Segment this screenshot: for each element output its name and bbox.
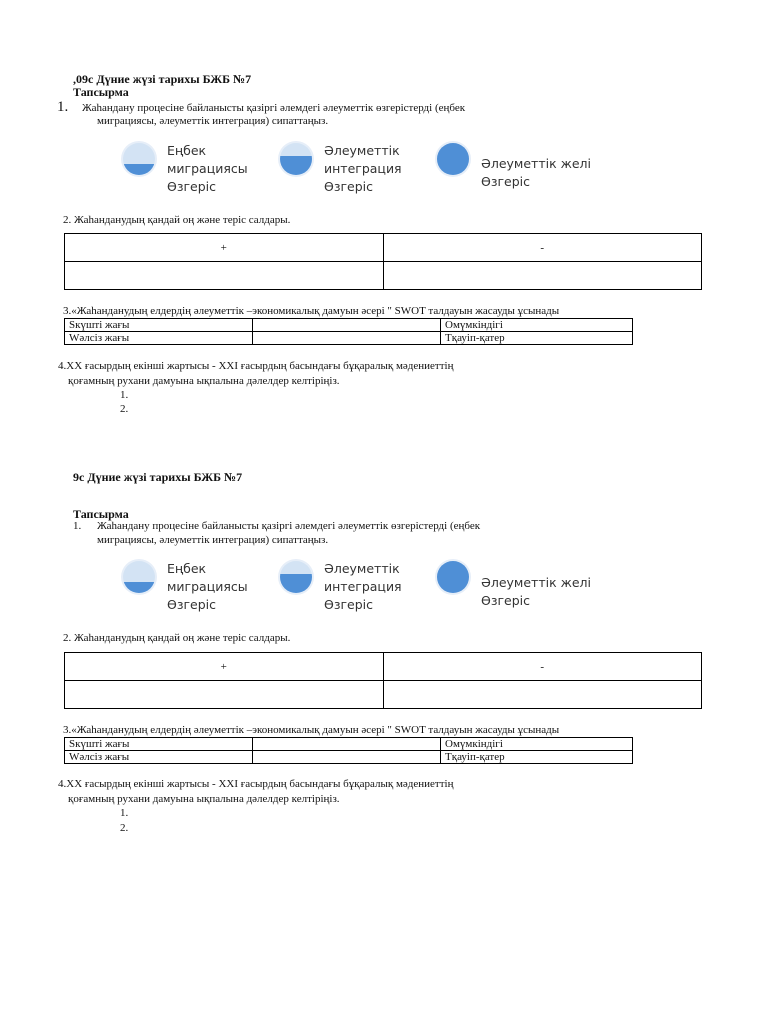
question-1-line-2: миграциясы, әлеуметтік интеграция) сипаттаңыз. (97, 534, 329, 546)
pros-cons-table (64, 652, 702, 709)
question-4-line-2: қоғамның рухани дамуына ықпалына дәлелдер келтіріңіз. (68, 793, 340, 805)
item-line: Әлеуметтік желі (481, 575, 592, 590)
item-line: Әлеуметтік желі (481, 156, 592, 171)
pros-cons-table (64, 233, 702, 290)
swot-strengths-label: Sкүшті жағы (65, 738, 253, 751)
item-line: Өзгеріс (481, 174, 531, 189)
question-1-line-2: миграциясы, әлеуметтік интеграция) сипаттаңыз. (97, 115, 329, 127)
worksheet-title: 9с Дүние жүзі тарихы БЖБ №7 (73, 470, 243, 484)
task-label: Тапсырма (73, 507, 129, 521)
item-labor-migration (167, 142, 248, 196)
circle-icon-social-integration (280, 143, 312, 175)
swot-weaknesses-label: Wәлсіз жағы (65, 751, 253, 764)
question-number: 1. (73, 520, 82, 532)
question-2: 2. Жаһанданудың қандай оң және теріс салдары. (63, 632, 291, 644)
item-social-network (481, 574, 591, 610)
swot-opportunities-label: Омүмкіндігі (441, 319, 633, 332)
worksheet-title: ,09с Дүние жүзі тарихы БЖБ №7 (73, 72, 252, 86)
item-line: Әлеуметтік (324, 561, 400, 576)
plus-answer-cell[interactable] (65, 681, 384, 709)
swot-answer-cell[interactable] (253, 332, 441, 345)
item-line: интеграция (324, 579, 402, 594)
item-line: Еңбек (167, 561, 207, 576)
plus-answer-cell[interactable] (65, 262, 384, 290)
question-number: 1. (57, 99, 69, 115)
swot-answer-cell[interactable] (253, 319, 441, 332)
question-1-line-1: Жаһандану процесіне байланысты қазіргі әлемдегі әлеуметтік өзгерістерді (еңбек (82, 102, 466, 114)
swot-answer-cell[interactable] (253, 751, 441, 764)
answer-list-item-2: 2. (120, 822, 129, 834)
answer-list-item-1: 1. (120, 389, 129, 401)
question-3: 3.«Жаһанданудың елдердің әлеуметтік –экономикалық дамуын әсері " SWOT талдауын жасауды ұсынады (63, 305, 560, 317)
minus-answer-cell[interactable] (383, 262, 702, 290)
answer-list-item-1: 1. (120, 807, 129, 819)
circle-icon-labor-migration (123, 561, 155, 593)
item-line: миграциясы (167, 161, 248, 176)
circle-icon-social-integration (280, 561, 312, 593)
plus-header: + (65, 234, 384, 262)
plus-header: + (65, 653, 384, 681)
item-social-integration (324, 560, 402, 614)
swot-answer-cell[interactable] (253, 738, 441, 751)
swot-strengths-label: Sкүшті жағы (65, 319, 253, 332)
item-line: Өзгеріс (481, 593, 531, 608)
minus-answer-cell[interactable] (383, 681, 702, 709)
circle-icon-social-network (437, 561, 469, 593)
item-line: Еңбек (167, 143, 207, 158)
item-line: миграциясы (167, 579, 248, 594)
item-line: интеграция (324, 161, 402, 176)
item-line: Өзгеріс (167, 597, 217, 612)
swot-threats-label: Тқауіп-қатер (441, 332, 633, 345)
minus-header: - (383, 234, 702, 262)
item-line: Өзгеріс (324, 597, 374, 612)
swot-threats-label: Тқауіп-қатер (441, 751, 633, 764)
question-4-line-1: 4.ХХ ғасырдың екінші жартысы - ХХІ ғасырдың басындағы бұқаралық мәдениеттің (58, 778, 454, 790)
item-social-network (481, 155, 591, 191)
circle-icon-social-network (437, 143, 469, 175)
swot-table (64, 737, 633, 764)
swot-table (64, 318, 633, 345)
item-labor-migration (167, 560, 248, 614)
question-4-line-1: 4.ХХ ғасырдың екінші жартысы - ХХІ ғасырдың басындағы бұқаралық мәдениеттің (58, 360, 454, 372)
minus-header: - (383, 653, 702, 681)
swot-weaknesses-label: Wәлсіз жағы (65, 332, 253, 345)
answer-list-item-2: 2. (120, 403, 129, 415)
question-4-line-2: қоғамның рухани дамуына ықпалына дәлелдер келтіріңіз. (68, 375, 340, 387)
question-1-line-1: Жаһандану процесіне байланысты қазіргі әлемдегі әлеуметтік өзгерістерді (еңбек (97, 520, 481, 532)
question-2: 2. Жаһанданудың қандай оң және теріс салдары. (63, 214, 291, 226)
item-line: Өзгеріс (324, 179, 374, 194)
task-label: Тапсырма (73, 85, 129, 99)
item-line: Өзгеріс (167, 179, 217, 194)
circle-icon-labor-migration (123, 143, 155, 175)
item-social-integration (324, 142, 402, 196)
swot-opportunities-label: Омүмкіндігі (441, 738, 633, 751)
question-3: 3.«Жаһанданудың елдердің әлеуметтік –экономикалық дамуын әсері " SWOT талдауын жасауды ұсынады (63, 724, 560, 736)
item-line: Әлеуметтік (324, 143, 400, 158)
